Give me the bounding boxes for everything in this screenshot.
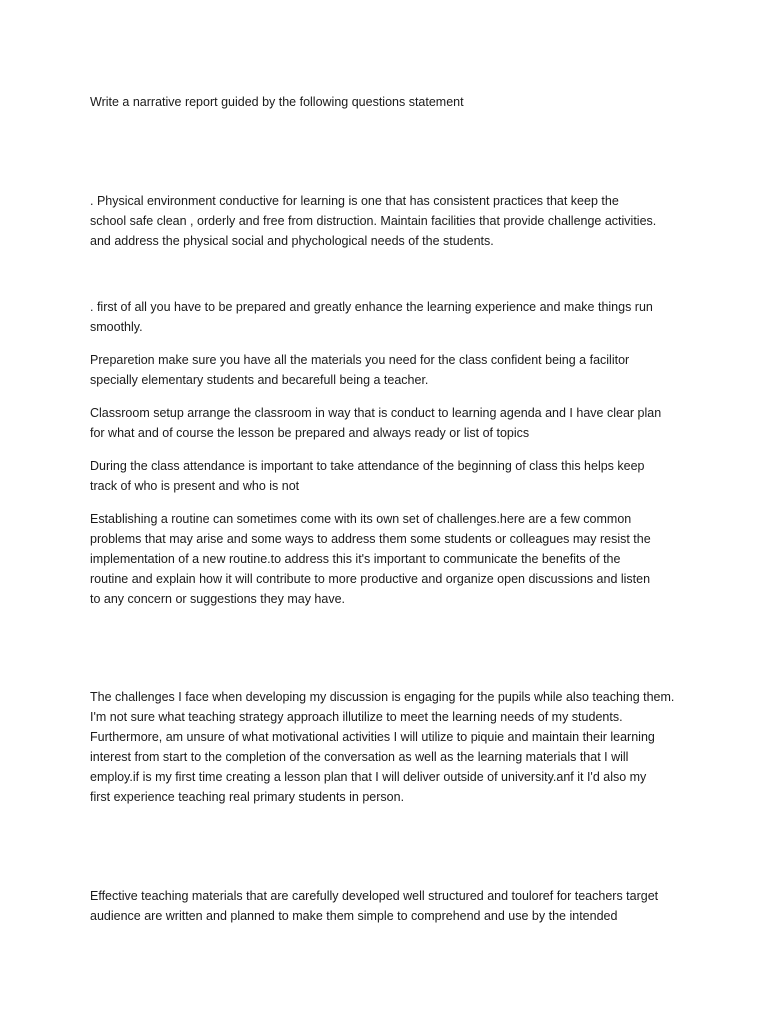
paragraph-challenges: The challenges I face when developing my discussion is engaging for the pupils while also teaching them. I'm not sure what teaching strategy approach illutilize to meet the learning needs of my students. Furthermore, am unsure of what motivational activities I will utilize to piquie and maintain their learning interest from start to the completion of the conversation as well as the learning materials that I will employ.if is my first time creating a lesson plan that I will deliver outside of university.anf it I'd also my first experience teaching real primary students in person. bbox=[90, 690, 675, 804]
paragraph-attendance: During the class attendance is important to take attendance of the beginning of class this helps keep track of who is present and who is not bbox=[90, 459, 645, 493]
paragraph-teaching-materials: Effective teaching materials that are carefully developed well structured and touloref for teachers target audience are written and planned to make them simple to comprehend and use by the intended bbox=[90, 889, 659, 923]
paragraph-routine: Establishing a routine can sometimes come with its own set of challenges.here are a few common problems that may arise and some ways to address them some students or colleagues may resist the implementation of a new routine.to address this it's important to communicate the benefits of the routine and explain how it will contribute to more productive and organize open discussions and listen to any concern or suggestions they may have. bbox=[90, 512, 651, 606]
document-heading: Write a narrative report guided by the following questions statement bbox=[90, 95, 464, 109]
paragraph-preparation: Preparetion make sure you have all the materials you need for the class confident being a facilitor specially elementary students and becarefull being a teacher. bbox=[90, 353, 630, 387]
paragraph-preparedness: . first of all you have to be prepared and greatly enhance the learning experience and make things run smoothly. bbox=[90, 300, 653, 334]
paragraph-physical-environment: . Physical environment conductive for learning is one that has consistent practices that keep the school safe clean , orderly and free from distruction. Maintain facilities that provide challenge activities. and address the physical social and phychological needs of the students. bbox=[90, 194, 657, 248]
paragraph-classroom-setup: Classroom setup arrange the classroom in way that is conduct to learning agenda and I have clear plan for what and of course the lesson be prepared and always ready or list of topics bbox=[90, 406, 662, 440]
